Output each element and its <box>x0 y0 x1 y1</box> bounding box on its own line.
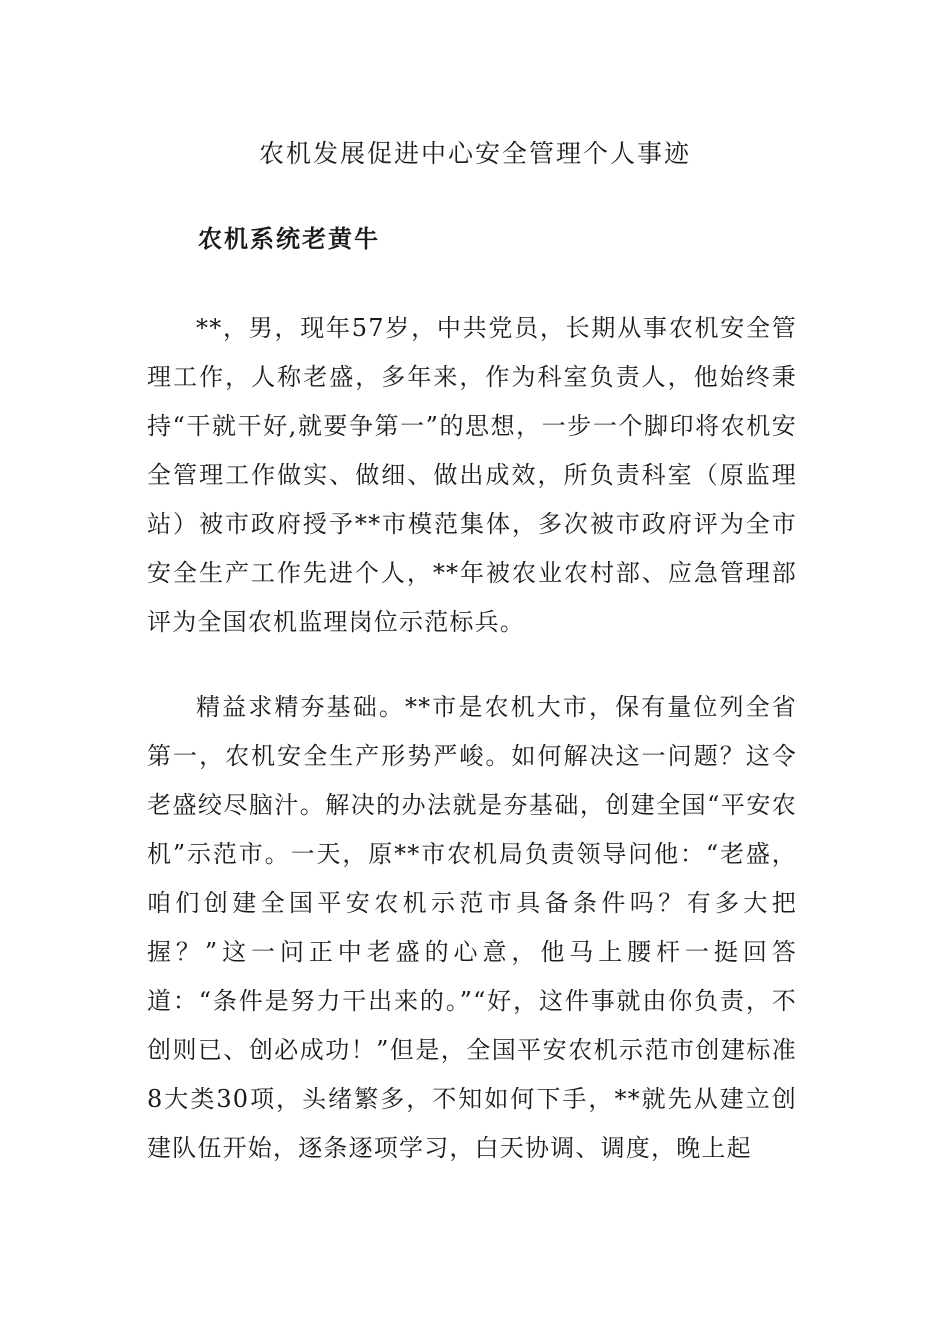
paragraph-1: **，男，现年57岁，中共党员，长期从事农机安全管理工作，人称老盛，多年来，作为科室负责人，他始终秉持“干就干好,就要争第一”的思想，一步一个脚印将农机安全管理工作做实、做细、做出成效，所负责科室（原监理站）被市政府授予**市模范集体，多次被市政府评为全市安全生产工作先进个人，**年被农业农村部、应急管理部评为全国农机监理岗位示范标兵。 <box>147 314 797 636</box>
document-subtitle: 农机系统老黄牛 <box>198 224 380 253</box>
paragraph-2: 精益求精夯基础。**市是农机大市，保有量位列全省第一，农机安全生产形势严峻。如何解决这一问题？这令老盛绞尽脑汁。解决的办法就是夯基础，创建全国“平安农机”示范市。一天，原**市农机局负责领导问他：“老盛，咱们创建全国平安农机示范市具备条件吗？有多大把握？”这一问正中老盛的心意，他马上腰杆一挺回答道：“条件是努力干出来的。”“好，这件事就由你负责，不创则已、创必成功！”但是，全国平安农机示范市创建标准8大类30项，头绪繁多，不知如何下手，**就先从建立创建队伍开始，逐条逐项学习，白天协调、调度，晚上起 <box>147 693 797 1162</box>
document-title: 农机发展促进中心安全管理个人事迹 <box>258 139 691 168</box>
